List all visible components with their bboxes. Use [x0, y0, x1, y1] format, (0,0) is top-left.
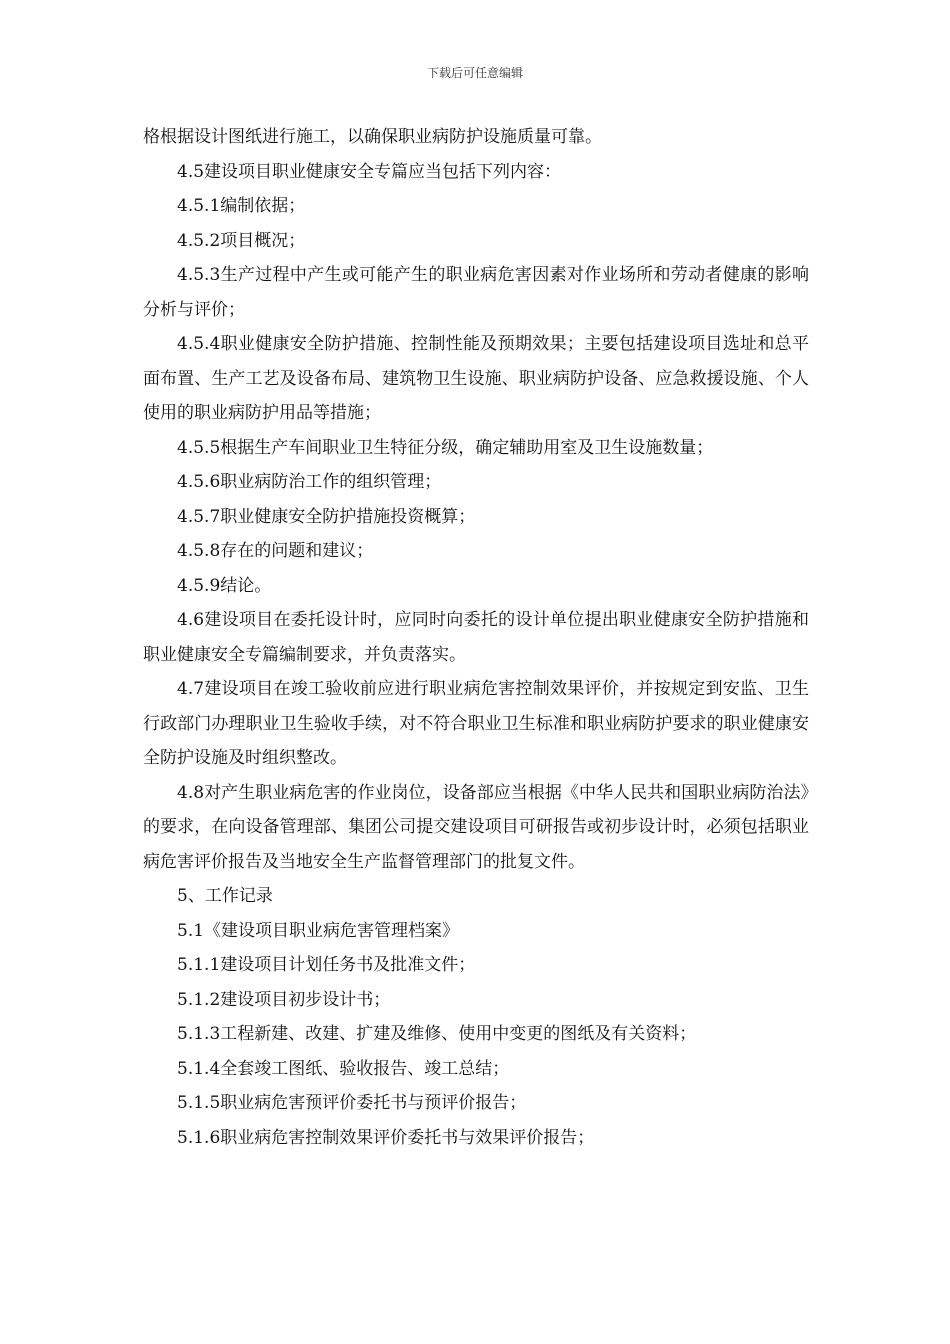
- paragraph: 5.1.6职业病危害控制效果评价委托书与效果评价报告；: [177, 1127, 595, 1148]
- paragraph: 4.8对产生职业病危害的作业岗位，设备部应当根据《中华人民共和国职业病防治法》的要求，在向设备管理部、集团公司提交建设项目可研报告或初步设计时，必须包括职业病危害评价报告及当地安全生产监督管理部门的批复文件。: [143, 782, 809, 872]
- paragraph: 4.5.5根据生产车间职业卫生特征分级，确定辅助用室及卫生设施数量；: [177, 437, 714, 458]
- document-body: [143, 120, 809, 1155]
- paragraph: 5.1.3工程新建、改建、扩建及维修、使用中变更的图纸及有关资料；: [177, 1024, 697, 1044]
- paragraph: 5.1.5职业病危害预评价委托书与预评价报告；: [177, 1093, 527, 1113]
- paragraph: 4.5.6职业病防治工作的组织管理；: [177, 472, 442, 492]
- paragraph: 4.7建设项目在竣工验收前应进行职业病危害控制效果评价，并按规定到安监、卫生行政部门办理职业卫生验收手续，对不符合职业卫生标准和职业病防护要求的职业健康安全防护设施及时组织整改。: [143, 679, 809, 768]
- section-heading: 5、工作记录: [177, 886, 273, 906]
- page-header-note: 下载后可任意编辑: [426, 66, 523, 80]
- paragraph: 4.6建设项目在委托设计时，应同时向委托的设计单位提出职业健康安全防护措施和职业健康安全专篇编制要求，并负责落实。: [143, 610, 809, 665]
- paragraph: 5.1.1建设项目计划任务书及批准文件；: [177, 955, 476, 975]
- paragraph: 4.5.2项目概况；: [177, 230, 306, 251]
- paragraph: 5.1《建设项目职业病危害管理档案》: [177, 920, 460, 941]
- paragraph: 4.5.8存在的问题和建议；: [177, 541, 374, 561]
- paragraph: 4.5.1编制依据；: [177, 196, 306, 216]
- paragraph: 4.5.3生产过程中产生或可能产生的职业病危害因素对作业场所和劳动者健康的影响分析与评价；: [143, 265, 809, 320]
- paragraph: 5.1.4全套竣工图纸、验收报告、竣工总结；: [177, 1058, 510, 1079]
- paragraph: 5.1.2建设项目初步设计书；: [177, 989, 391, 1010]
- paragraph: 4.5.4职业健康安全防护措施、控制性能及预期效果；主要包括建设项目选址和总平面布置、生产工艺及设备布局、建筑物卫生设施、职业病防护设备、应急救援设施、个人使用的职业病防护用品等措施；: [143, 334, 809, 423]
- paragraph: 格根据设计图纸进行施工，以确保职业病防护设施质量可靠。: [143, 127, 602, 147]
- paragraph: 4.5.9结论。: [177, 575, 272, 596]
- paragraph: 4.5建设项目职业健康安全专篇应当包括下列内容：: [177, 161, 562, 182]
- paragraph: 4.5.7职业健康安全防护措施投资概算；: [177, 506, 476, 527]
